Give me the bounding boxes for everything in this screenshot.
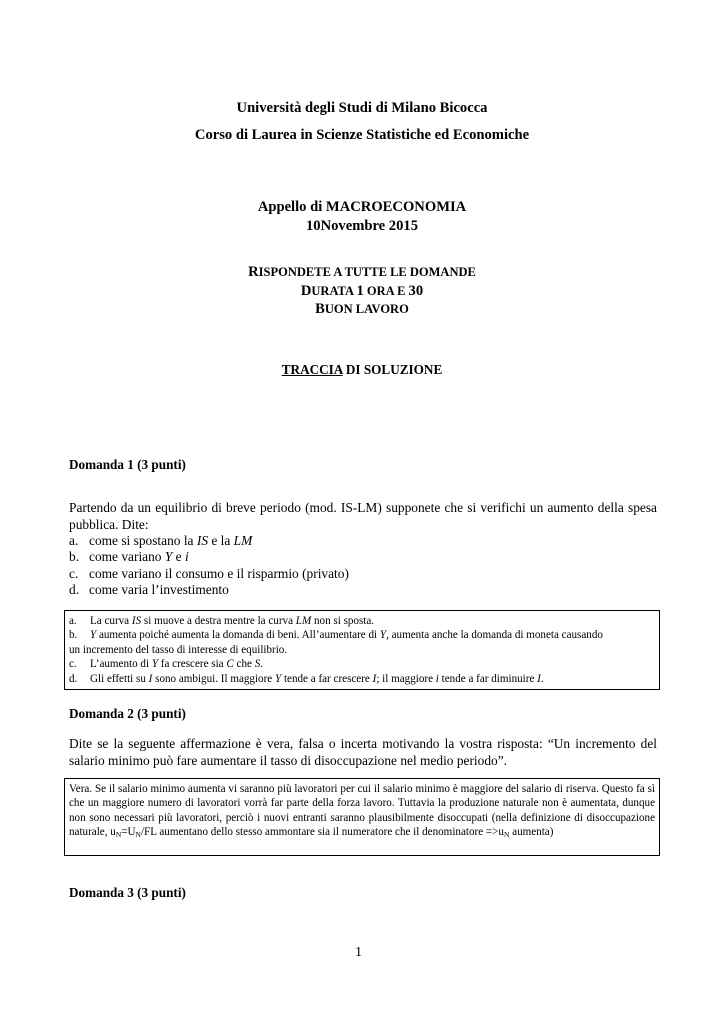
instruction-duration: DURATA 1 ORA E 30 — [300, 283, 424, 299]
answer-item-b: b. Y aumenta poiché aumenta la domanda di beni. All’aumentare di Y, aumenta anche la domanda di moneta causando — [69, 629, 603, 642]
answer-item-d: d. Gli effetti su I sono ambigui. Il maggiore Y tende a far crescere I; il maggiore i tende a far diminuire I. — [69, 672, 544, 685]
list-item: b. come variano Y e i — [69, 549, 189, 565]
answer-item-b-continuation: un incremento del tasso di interesse di equilibrio. — [69, 643, 288, 656]
answer-item-a: a. La curva IS si muove a destra mentre la curva LM non si sposta. — [69, 615, 375, 627]
exam-date: 10Novembre 2015 — [305, 218, 418, 234]
question-2-title: Domanda 2 (3 punti) — [69, 706, 186, 721]
answer-1-box — [64, 610, 660, 690]
answer-2-box: Vera. Se il salario minimo aumenta vi saranno più lavoratori per cui il salario minimo è maggiore del salario di riserva. Questo fa sì che un maggiore numero di lavoratori vorrà far parte della forza lavoro. Tuttavia la produzione naturale non è aumentata, dunque non sono necessari più lavoratori, perciò i nuovi entranti saranno plausibilmente disoccupati (nella definizione di disoccupazione naturale, $u_N=U_N/FL$ aumentano dello stesso ammontare sia il numeratore che il denominatore $=>u_N$ aumenta) — [64, 778, 660, 856]
list-item: d. come varia l’investimento — [69, 582, 229, 598]
answer-item-c: c. L’aumento di Y fa crescere sia C che S. — [69, 658, 264, 671]
question-2-text: Dite se la seguente affermazione è vera, falsa o incerta motivando la vostra risposta: “Un incremento del salario minimo può fare aumentare il tasso di disoccupazione nel medio periodo”. — [69, 736, 657, 768]
question-1-title: Domanda 1 (3 punti) — [69, 457, 186, 472]
instruction-good-work: BUON LAVORO — [315, 301, 409, 317]
question-1-text: Partendo da un equilibrio di breve periodo (mod. IS-LM) supponete che si verifichi un aumento della spesa pubblica. Dite: — [69, 500, 657, 532]
exam-title: Appello di MACROECONOMIA — [257, 199, 467, 215]
university-name: Università degli Studi di Milano Bicocca — [236, 100, 488, 116]
question-1-list — [69, 533, 657, 599]
course-name: Corso di Laurea in Scienze Statistiche ed Economiche — [194, 127, 530, 143]
list-item: c. come variano il consumo e il risparmio (privato) — [69, 565, 349, 581]
page-number: 1 — [355, 945, 362, 960]
instruction-answer-all: RISPONDETE A TUTTE LE DOMANDE — [248, 264, 476, 280]
question-3-title: Domanda 3 (3 punti) — [69, 885, 186, 900]
solution-title: TRACCIA DI SOLUZIONE — [281, 362, 443, 377]
list-item: a. come si spostano la IS e la LM — [69, 533, 253, 548]
